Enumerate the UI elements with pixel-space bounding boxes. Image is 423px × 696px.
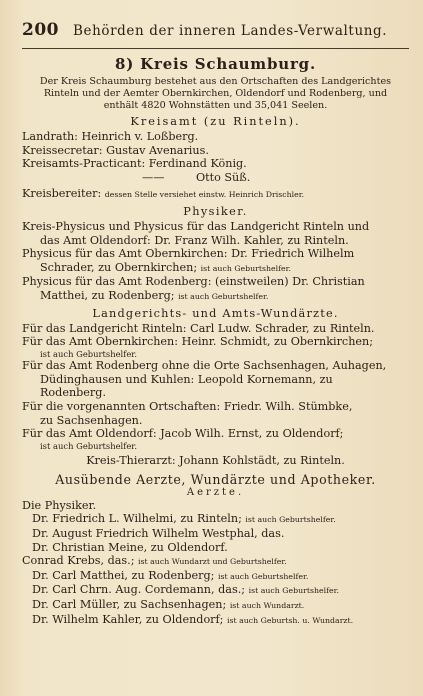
aerzte-note: ist auch Geburtsh. u. Wundarzt. xyxy=(227,615,354,625)
page-number: 200 xyxy=(22,20,59,40)
running-title: Behörden der inneren Landes-Verwaltung. xyxy=(73,23,388,39)
aerzte-list xyxy=(22,499,409,627)
physiker-heading: Physiker. xyxy=(183,204,248,218)
physiker-line-2: das Amt Oldendorf: Dr. Franz Wilh. Kahler, zu Rinteln. xyxy=(40,233,349,247)
secretair-line: Kreissecretar: Gustav Avenarius. xyxy=(22,143,209,157)
wundarzt-line-2-note: ist auch Geburtshelfer. xyxy=(40,348,138,359)
wundarzt-line-4b: Düdinghausen und Kuhlen: Leopold Kornemann, zu xyxy=(40,372,333,386)
wundarzt-line-2: Für das Amt Obernkirchen: Heinr. Schmidt, zu Obernkirchen; xyxy=(22,335,373,349)
wundaerzte-heading: Landgerichts- und Amts-Wundärzte. xyxy=(92,306,339,320)
aerzte-name: Dr. August Friedrich Wilhelm Westphal, das. xyxy=(32,527,285,541)
aerzte-name: Conrad Krebs, das.; xyxy=(22,554,135,568)
page-header xyxy=(22,20,409,40)
physiker-line-1: Kreis-Physicus und Physicus für das Landgericht Rinteln und xyxy=(22,219,370,233)
aerzte-note: ist auch Geburtshelfer. xyxy=(248,586,339,596)
list-item xyxy=(22,583,409,598)
physiker-line-5: Physicus für das Amt Rodenberg: (einstweilen) Dr. Christian xyxy=(22,275,365,289)
aerzte-note: ist auch Geburtshelfer. xyxy=(217,571,309,581)
list-item xyxy=(22,499,409,513)
physiker-line-4-text: Schrader, zu Obernkirchen; xyxy=(40,260,198,274)
extra-practicant-line xyxy=(22,171,409,185)
landrath-line: Landrath: Heinrich v. Loßberg. xyxy=(22,130,199,143)
kreisbereiter-label: Kreisbereiter: xyxy=(22,187,102,201)
wundarzt-line-6-note: ist auch Geburtshelfer. xyxy=(40,440,138,451)
physiker-line-6-text: Matthei, zu Rodenberg; xyxy=(40,288,175,302)
aerzte-note: ist auch Wundarzt. xyxy=(229,601,305,611)
dash-mark: —— xyxy=(142,170,165,184)
kreisbereiter-line xyxy=(22,187,409,202)
thierarzt-line: Kreis-Thierarzt: Johann Kohlstädt, zu Rinteln. xyxy=(86,454,345,468)
wundarzt-line-5b: zu Sachsenhagen. xyxy=(40,413,143,427)
list-item xyxy=(22,569,409,584)
wundarzt-line-4c: Rodenberg. xyxy=(40,386,106,400)
kreisamt-heading: Kreisamt (zu Rinteln). xyxy=(130,115,301,128)
list-item xyxy=(22,527,409,541)
aerzte-name: Dr. Christian Meine, zu Oldendorf. xyxy=(32,540,228,554)
practicant-line: Kreisamts-Practicant: Ferdinand König. xyxy=(22,157,247,171)
physiker-line-3: Physicus für das Amt Obernkirchen: Dr. Friedrich Wilhelm xyxy=(22,247,355,261)
list-item xyxy=(22,554,409,569)
list-item xyxy=(22,613,409,628)
aerzte-name: Die Physiker. xyxy=(22,498,97,512)
aerzte-subheading: Aerzte. xyxy=(186,486,245,498)
aerzte-name: Dr. Carl Müller, zu Sachsenhagen; xyxy=(32,598,227,612)
physiker-line-4 xyxy=(22,261,409,276)
aerzte-note: ist auch Geburtshelfer. xyxy=(245,515,336,525)
wundarzt-line-1: Für das Landgericht Rinteln: Carl Ludw. Schrader, zu Rinteln. xyxy=(22,321,375,335)
aerzte-name: Dr. Carl Chrn. Aug. Cordemann, das.; xyxy=(32,583,246,597)
extra-practicant-name: Otto Süß. xyxy=(195,170,251,184)
section-title: 8) Kreis Schaumburg. xyxy=(115,55,316,73)
wundarzt-line-5a: Für die vorgenannten Ortschaften: Friedr. Wilh. Stümbke, xyxy=(22,400,353,413)
wundarzt-line-6: Für das Amt Oldendorf: Jacob Wilh. Ernst, zu Oldendorf; xyxy=(22,427,344,441)
list-item xyxy=(22,512,409,527)
wundarzt-line-4a: Für das Amt Rodenberg ohne die Orte Sachsenhagen, Auhagen, xyxy=(22,359,387,373)
list-item xyxy=(22,541,409,555)
physiker-line-4-note: ist auch Geburtshelfer. xyxy=(200,263,292,273)
aerzte-name: Dr. Carl Matthei, zu Rodenberg; xyxy=(32,568,215,582)
header-rule xyxy=(22,48,409,49)
physiker-line-6 xyxy=(22,289,409,304)
physiker-line-6-note: ist auch Geburtshelfer. xyxy=(178,291,269,301)
aerzte-note: ist auch Wundarzt und Geburtshelfer. xyxy=(138,557,287,567)
aerzte-name: Dr. Friedrich L. Wilhelmi, zu Rinteln; xyxy=(32,512,242,526)
aerzte-name: Dr. Wilhelm Kahler, zu Oldendorf; xyxy=(32,612,224,626)
section-intro: Der Kreis Schaumburg bestehet aus den Ortschaften des Landgerichtes Rinteln und der Aemter Obernkirchen, Oldendorf und Rodenberg, und enthält 4820 Wohnstätten und 35,041 Seelen. xyxy=(39,76,392,111)
kreisbereiter-note: dessen Stelle versiehet einstw. Heinrich Drischler. xyxy=(104,190,305,200)
list-item xyxy=(22,598,409,613)
ausuebende-heading: Ausübende Aerzte, Wundärzte und Apotheker. xyxy=(55,471,376,487)
